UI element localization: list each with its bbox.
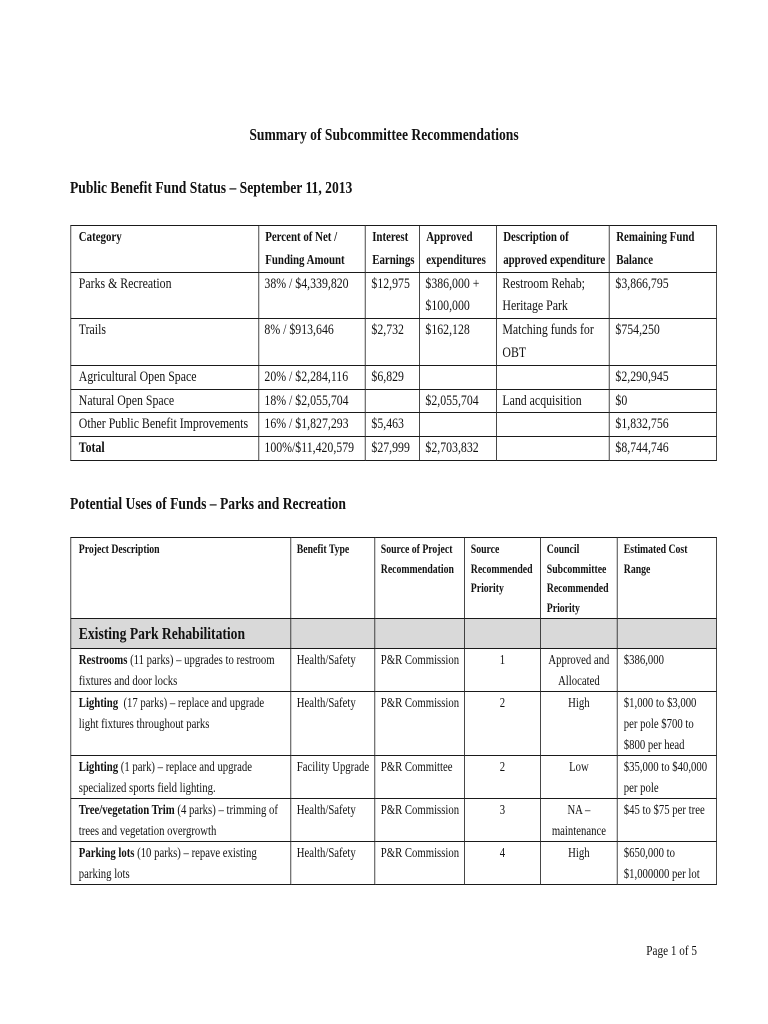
project-name: Parking lots xyxy=(78,845,135,860)
source-priority-cell: 2 xyxy=(464,692,540,756)
fund-status-row xyxy=(70,389,716,413)
expenditure-description-cell xyxy=(496,413,609,437)
fund-status-row xyxy=(70,365,716,389)
project-detail: (4 parks) – trimming of trees and vegetation overgrowth xyxy=(78,802,278,838)
council-priority-cell: Approved and Allocated xyxy=(540,649,617,692)
page-number: Page 1 of 5 xyxy=(646,944,697,959)
project-detail: (10 parks) – repave existing parking lots xyxy=(78,845,257,881)
fund-status-table xyxy=(70,225,717,461)
interest-earnings-cell: $6,829 xyxy=(365,365,419,389)
council-priority-cell: Low xyxy=(540,756,617,799)
expenditure-description-cell: Matching funds for OBT xyxy=(496,319,609,366)
project-row xyxy=(70,692,716,756)
remaining-balance-cell: $0 xyxy=(609,389,716,413)
project-description-cell xyxy=(70,756,290,799)
fund-status-row xyxy=(70,413,716,437)
section-row-existing-park-rehabilitation xyxy=(70,619,716,649)
approved-expenditures-cell: $386,000 + $100,000 xyxy=(419,272,496,319)
category-cell: Other Public Benefit Improvements xyxy=(70,413,258,437)
remaining-balance-cell: $1,832,756 xyxy=(609,413,716,437)
project-detail: (17 parks) – replace and upgrade light fixtures throughout parks xyxy=(78,695,265,731)
category-cell: Parks & Recreation xyxy=(70,272,258,319)
benefit-type-cell: Health/Safety xyxy=(290,842,374,885)
category-cell: Trails xyxy=(70,319,258,366)
project-row xyxy=(70,649,716,692)
benefit-type-cell: Health/Safety xyxy=(290,649,374,692)
percent-funding-cell: 8% / $913,646 xyxy=(258,319,365,366)
column-header-approved-expenditures: Approved expenditures xyxy=(419,226,496,273)
potential-uses-table xyxy=(70,537,717,885)
document-title: Summary of Subcommittee Recommendations xyxy=(249,125,519,144)
project-description-cell xyxy=(70,842,290,885)
estimated-cost-cell: $650,000 to $1,000000 per lot xyxy=(617,842,716,885)
recommendation-source-cell: P&R Commission xyxy=(374,842,464,885)
column-header-project-description: Project Description xyxy=(70,538,290,619)
expenditure-description-cell: Land acquisition xyxy=(496,389,609,413)
benefit-type-cell: Health/Safety xyxy=(290,692,374,756)
column-header-estimated-cost: Estimated Cost Range xyxy=(617,538,716,619)
estimated-cost-cell: $45 to $75 per tree xyxy=(617,799,716,842)
council-priority-cell: NA – maintenance xyxy=(540,799,617,842)
column-header-benefit-type: Benefit Type xyxy=(290,538,374,619)
fund-status-row xyxy=(70,319,716,366)
project-detail: (1 park) – replace and upgrade specialized sports field lighting. xyxy=(78,759,252,795)
column-header-remaining-balance: Remaining Fund Balance xyxy=(609,226,716,273)
total-interest-earnings-cell: $27,999 xyxy=(365,437,419,461)
project-name: Lighting xyxy=(78,759,119,774)
project-description-cell xyxy=(70,649,290,692)
estimated-cost-cell: $386,000 xyxy=(617,649,716,692)
percent-funding-cell: 20% / $2,284,116 xyxy=(258,365,365,389)
column-header-expenditure-description: Description of approved expenditure xyxy=(496,226,609,273)
benefit-type-cell: Facility Upgrade xyxy=(290,756,374,799)
interest-earnings-cell: $2,732 xyxy=(365,319,419,366)
potential-uses-header-row xyxy=(70,538,716,619)
section-label: Existing Park Rehabilitation xyxy=(70,619,290,649)
column-header-council-priority: Council Subcommittee Recommended Priority xyxy=(540,538,617,619)
interest-earnings-cell: $5,463 xyxy=(365,413,419,437)
percent-funding-cell: 16% / $1,827,293 xyxy=(258,413,365,437)
section-fill-cell xyxy=(540,619,617,649)
project-name: Lighting xyxy=(78,695,119,710)
category-cell: Agricultural Open Space xyxy=(70,365,258,389)
section-fill-cell xyxy=(617,619,716,649)
project-row xyxy=(70,842,716,885)
section-fill-cell xyxy=(374,619,464,649)
fund-status-header-row xyxy=(70,226,716,273)
column-header-recommendation-source: Source of Project Recommendation xyxy=(374,538,464,619)
recommendation-source-cell: P&R Commission xyxy=(374,649,464,692)
source-priority-cell: 2 xyxy=(464,756,540,799)
source-priority-cell: 3 xyxy=(464,799,540,842)
section-fill-cell xyxy=(464,619,540,649)
project-detail: (11 parks) – upgrades to restroom fixtures and door locks xyxy=(78,652,275,688)
total-category-cell: Total xyxy=(70,437,258,461)
benefit-type-cell: Health/Safety xyxy=(290,799,374,842)
column-header-interest-earnings: Interest Earnings xyxy=(365,226,419,273)
fund-status-row xyxy=(70,272,716,319)
expenditure-description-cell: Restroom Rehab; Heritage Park xyxy=(496,272,609,319)
total-expenditure-description-cell xyxy=(496,437,609,461)
project-description-cell xyxy=(70,799,290,842)
project-row xyxy=(70,756,716,799)
estimated-cost-cell: $35,000 to $40,000 per pole xyxy=(617,756,716,799)
recommendation-source-cell: P&R Commission xyxy=(374,799,464,842)
column-header-category: Category xyxy=(70,226,258,273)
total-approved-expenditures-cell: $2,703,832 xyxy=(419,437,496,461)
approved-expenditures-cell xyxy=(419,365,496,389)
source-priority-cell: 4 xyxy=(464,842,540,885)
remaining-balance-cell: $2,290,945 xyxy=(609,365,716,389)
council-priority-cell: High xyxy=(540,842,617,885)
project-name: Restrooms xyxy=(78,652,128,667)
interest-earnings-cell xyxy=(365,389,419,413)
fund-status-heading: Public Benefit Fund Status – September 11, 2013 xyxy=(70,178,353,197)
approved-expenditures-cell xyxy=(419,413,496,437)
total-percent-funding-cell: 100%/$11,420,579 xyxy=(258,437,365,461)
potential-uses-heading: Potential Uses of Funds – Parks and Recreation xyxy=(70,494,346,513)
category-cell: Natural Open Space xyxy=(70,389,258,413)
section-fill-cell xyxy=(290,619,374,649)
project-description-cell xyxy=(70,692,290,756)
column-header-percent-funding: Percent of Net / Funding Amount xyxy=(258,226,365,273)
recommendation-source-cell: P&R Commission xyxy=(374,692,464,756)
remaining-balance-cell: $3,866,795 xyxy=(609,272,716,319)
recommendation-source-cell: P&R Committee xyxy=(374,756,464,799)
project-name: Tree/vegetation Trim xyxy=(78,802,175,817)
estimated-cost-cell: $1,000 to $3,000 per pole $700 to $800 per head xyxy=(617,692,716,756)
project-row xyxy=(70,799,716,842)
total-row xyxy=(70,437,716,461)
interest-earnings-cell: $12,975 xyxy=(365,272,419,319)
approved-expenditures-cell: $162,128 xyxy=(419,319,496,366)
total-remaining-balance-cell: $8,744,746 xyxy=(609,437,716,461)
percent-funding-cell: 38% / $4,339,820 xyxy=(258,272,365,319)
council-priority-cell: High xyxy=(540,692,617,756)
percent-funding-cell: 18% / $2,055,704 xyxy=(258,389,365,413)
column-header-source-priority: Source Recommended Priority xyxy=(464,538,540,619)
expenditure-description-cell xyxy=(496,365,609,389)
approved-expenditures-cell: $2,055,704 xyxy=(419,389,496,413)
remaining-balance-cell: $754,250 xyxy=(609,319,716,366)
source-priority-cell: 1 xyxy=(464,649,540,692)
